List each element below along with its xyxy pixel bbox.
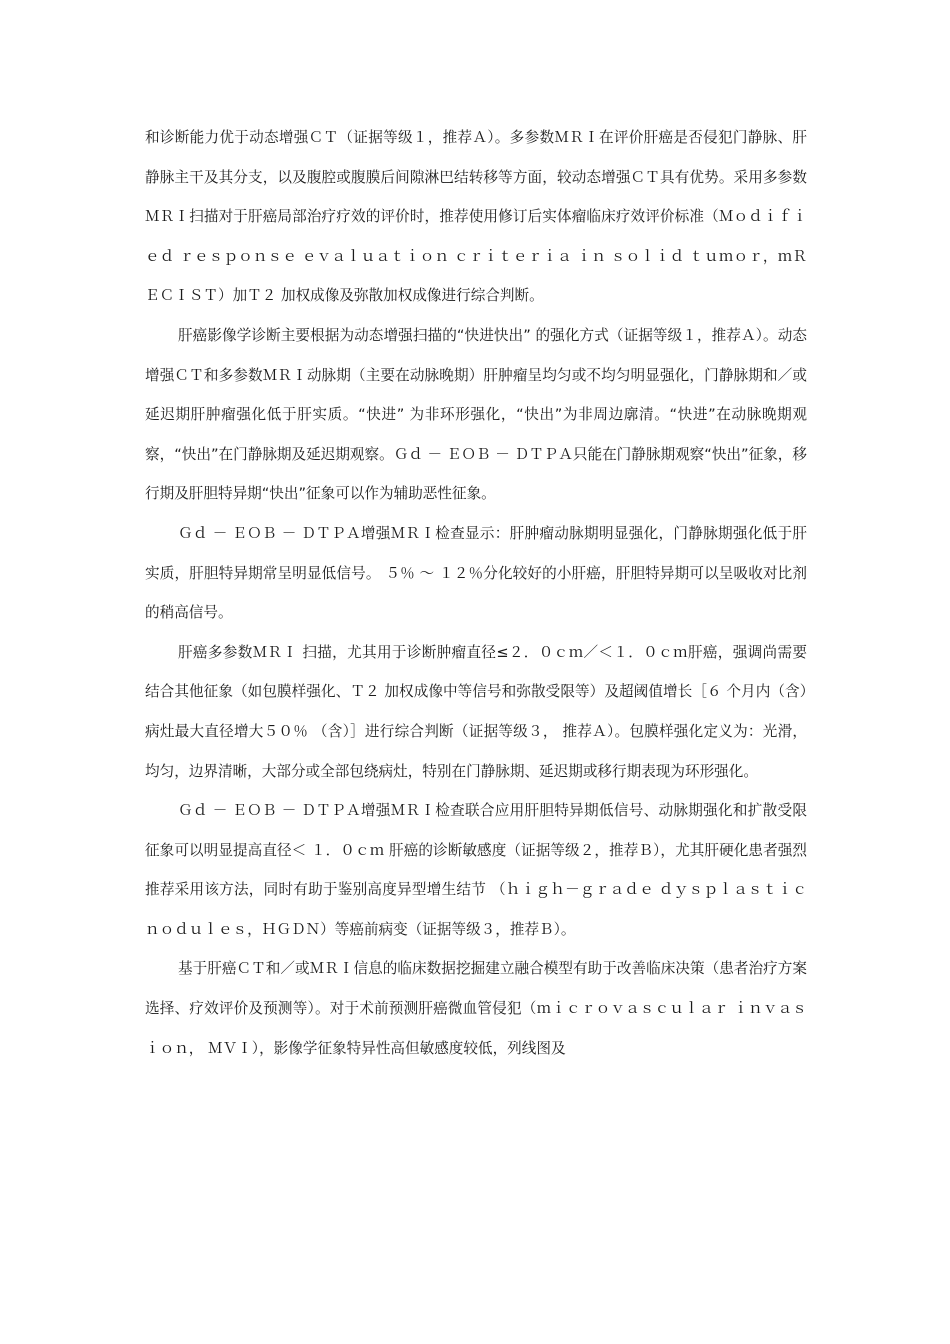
paragraph-data-mining-model: 基于肝癌ＣＴ和／或ＭＲＩ信息的临床数据挖掘建立融合模型有助于改善临床决策（患者治疗方案选择、疗效评价及预测等）。对于术前预测肝癌微血管侵犯（ｍｉｃｒｏｖａｓｃｕｌａｒ ｉｎｖａｓｉｏｎ， ＭＶＩ），影像学征象特异性高但敏感度较低，列线图及: [145, 960, 807, 1057]
paragraph-multiparametric-mri: 肝癌多参数ＭＲＩ 扫描，尤其用于诊断肿瘤直径≤２．０ｃｍ／＜１．０ｃｍ肝癌，强调尚需要结合其他征象（如包膜样强化、Ｔ２ 加权成像中等信号和弥散受限等）及超阈值增长［６ 个月内（含）病灶最大直径增大５０％ （含）］进行综合判断（证据等级３， 推荐Ａ）。包膜样强化定义为：光滑，均匀，边界清晰，大部分或全部包绕病灶，特别在门静脉期、延迟期或移行期表现为环形强化。: [145, 643, 807, 780]
paragraph-continued: 和诊断能力优于动态增强ＣＴ（证据等级１，推荐Ａ）。多参数ＭＲＩ在评价肝癌是否侵犯门静脉、肝静脉主干及其分支，以及腹腔或腹膜后间隙淋巴结转移等方面，较动态增强ＣＴ具有优势。采用多参数ＭＲＩ扫描对于肝癌局部治疗疗效的评价时，推荐使用修订后实体瘤临床疗效评价标准（Ｍｏｄｉｆｉｅｄ ｒｅｓｐｏｎｓｅ ｅｖａｌｕａｔｉｏｎ ｃｒｉｔｅｒｉａ ｉｎ ｓｏｌｉｄ ｔｕｍｏｒ，ｍＲＥＣＩＳＴ）加Ｔ２ 加权成像及弥散加权成像进行综合判断。: [145, 129, 807, 305]
paragraph-enhancement-pattern: 肝癌影像学诊断主要根据为动态增强扫描的“快进快出” 的强化方式（证据等级１，推荐Ａ）。动态增强ＣＴ和多参数ＭＲＩ动脉期（主要在动脉晚期）肝肿瘤呈均匀或不均匀明显强化，门静脉期和／或延迟期肝肿瘤强化低于肝实质。“快进” 为非环形强化，“快出”为非周边廓清。“快进”在动脉晚期观察，“快出”在门静脉期及延迟期观察。Ｇｄ － ＥＯＢ － ＤＴＰＡ只能在门静脉期观察“快出”征象，移行期及肝胆特异期“快出”征象可以作为辅助恶性征象。: [145, 326, 807, 503]
paragraph-gd-eob-dtpa-findings: Ｇｄ － ＥＯＢ － ＤＴＰＡ增强ＭＲＩ检查显示：肝肿瘤动脉期明显强化，门静脉期强化低于肝实质，肝胆特异期常呈明显低信号。 ５％ ～ １２％分化较好的小肝癌，肝胆特异期可以呈吸收对比剂的稍高信号。: [145, 524, 807, 622]
body-text: [145, 118, 807, 1068]
paragraph-combined-signs: Ｇｄ － ＥＯＢ － ＤＴＰＡ增强ＭＲＩ检查联合应用肝胆特异期低信号、动脉期强化和扩散受限征象可以明显提高直径＜ １．０ｃｍ 肝癌的诊断敏感度（证据等级２，推荐Ｂ），尤其肝硬化患者强烈推荐采用该方法，同时有助于鉴别高度异型增生结节 （ｈｉｇｈ－ｇｒａｄｅ ｄｙｓｐｌａｓｔｉｃ ｎｏｄｕｌｅｓ，ＨＧＤＮ）等癌前病变（证据等级３，推荐Ｂ）。: [145, 802, 807, 938]
